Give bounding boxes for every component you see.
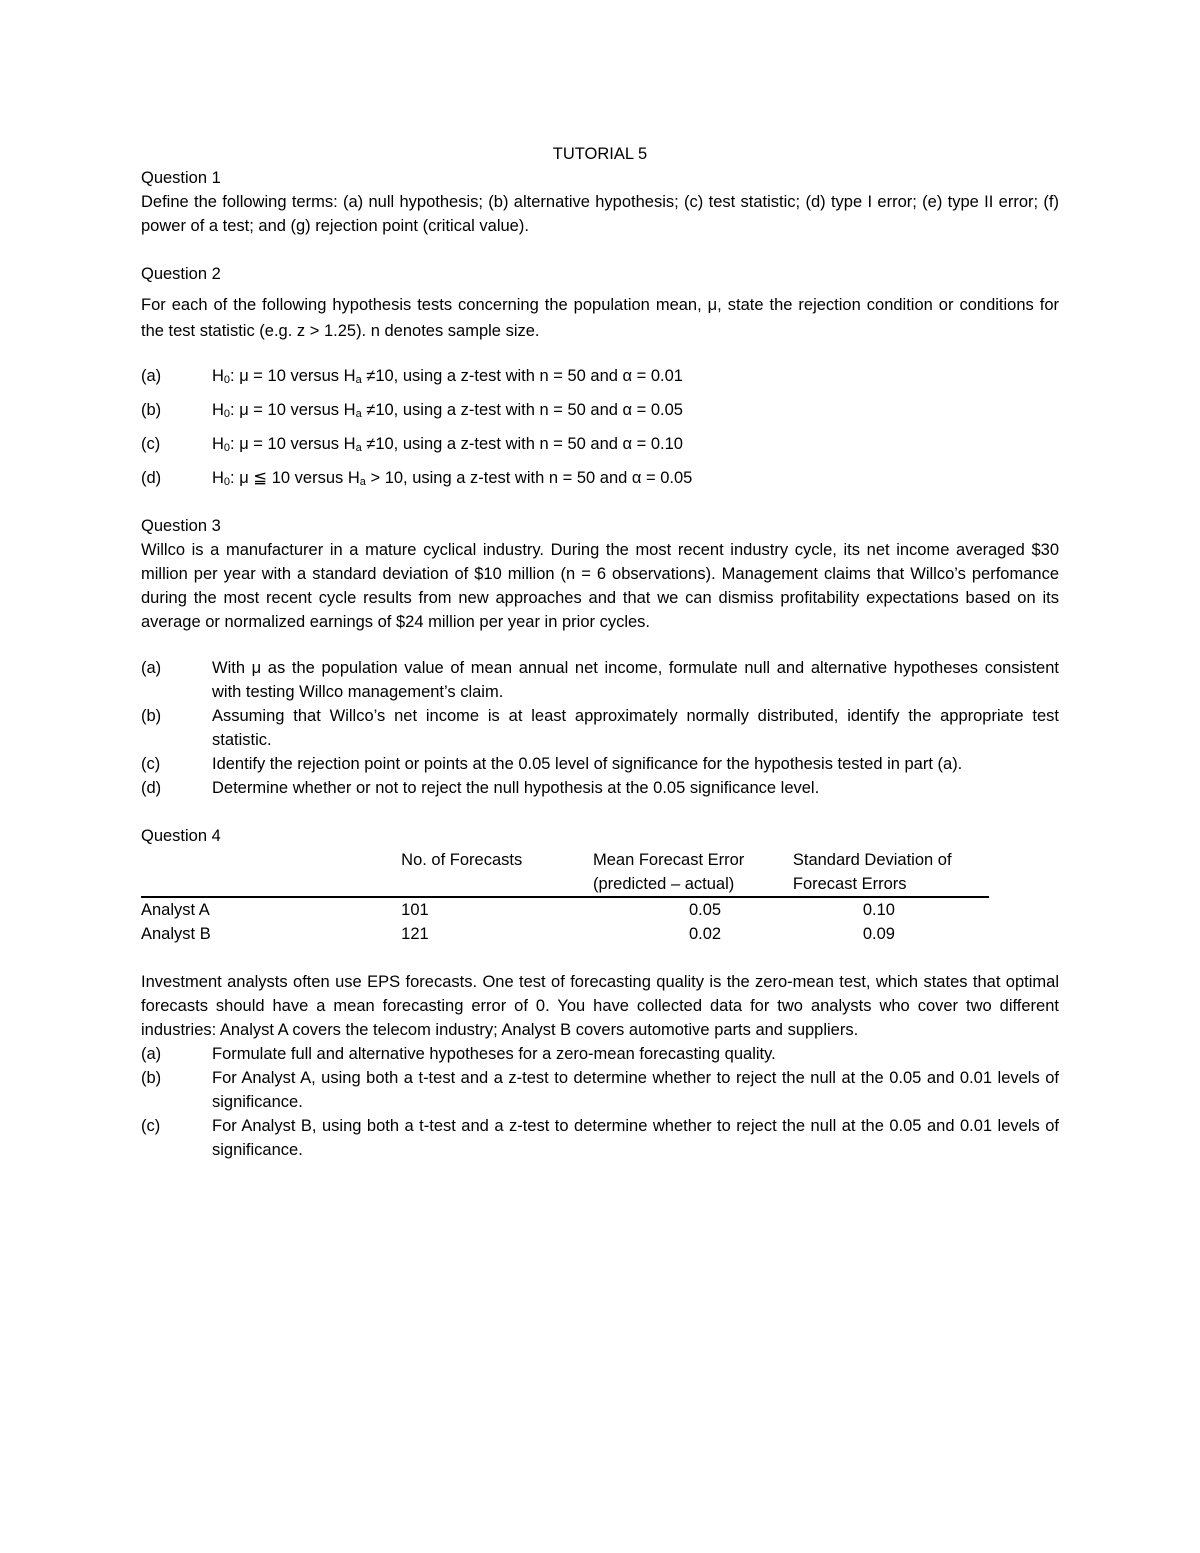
question-4-item — [141, 1042, 1059, 1066]
item-text: H0: μ = 10 versus Ha ≠10, using a z-test with n = 50 and α = 0.10 — [212, 435, 683, 454]
question-3-item — [141, 776, 1059, 800]
question-3-item — [141, 656, 1059, 704]
question-4-heading: Question 4 — [141, 827, 221, 845]
question-2-item — [141, 466, 1059, 490]
table-cell: 0.10 — [862, 901, 895, 919]
item-text: Determine whether or not to reject the null hypothesis at the 0.05 significance level. — [212, 779, 820, 797]
question-3-item — [141, 752, 1059, 776]
question-2-item — [141, 364, 1059, 388]
question-3-intro: Willco is a manufacturer in a mature cyclical industry. During the most recent industry cycle, its net income averaged $30 million per year with a standard deviation of $10 million (n = 6 observations). Management claims that Willco’s perfomance during the most recent cycle results from new approaches and that we can dismiss profitability expectations based on its average or normalized earnings of $24 million per year in prior cycles. — [141, 541, 1059, 631]
item-text: Identify the rejection point or points at the 0.05 level of significance for the hypothesis tested in part (a). — [212, 755, 963, 773]
item-label: (c) — [141, 755, 161, 773]
item-label: (a) — [141, 659, 162, 677]
question-4-intro: Investment analysts often use EPS forecasts. One test of forecasting quality is the zero-mean test, which states that optimal forecasts should have a mean forecasting error of 0. You have collected data for two analysts who cover two different industries: Analyst A covers the telecom industry; Analyst B covers automotive parts and suppliers. — [141, 973, 1059, 1039]
item-text: For Analyst B, using both a t-test and a z-test to determine whether to reject the null at the 0.05 and 0.01 levels of significance. — [212, 1117, 1059, 1159]
table-cell: Analyst B — [141, 925, 211, 943]
table-cell: 0.05 — [688, 901, 722, 919]
item-label: (a) — [141, 1045, 162, 1063]
table-cell: 0.02 — [688, 925, 722, 943]
table-cell: Analyst A — [141, 901, 210, 919]
question-3-item — [141, 704, 1059, 752]
question-2-intro: For each of the following hypothesis tests concerning the population mean, μ, state the rejection condition or conditions for the test statistic (e.g. z > 1.25). n denotes sample size. — [141, 296, 1059, 340]
question-4-item — [141, 1066, 1059, 1114]
item-text: Assuming that Willco’s net income is at least approximately normally distributed, identify the appropriate test statistic. — [212, 707, 1059, 749]
document-title: TUTORIAL 5 — [552, 145, 648, 163]
item-label: (d) — [141, 779, 162, 797]
item-text: For Analyst A, using both a t-test and a z-test to determine whether to reject the null at the 0.05 and 0.01 levels of significance. — [212, 1069, 1059, 1111]
table-row — [141, 897, 989, 922]
question-2-heading: Question 2 — [141, 265, 221, 283]
question-3-list — [141, 656, 1059, 800]
item-text: H0: μ = 10 versus Ha ≠10, using a z-test with n = 50 and α = 0.05 — [212, 401, 683, 420]
table-row — [141, 922, 989, 946]
question-2-item — [141, 398, 1059, 422]
document-page — [141, 140, 1059, 1162]
table-header-cell — [141, 848, 330, 897]
table-header-cell: Mean Forecast Error (predicted – actual) — [593, 848, 793, 897]
table-cell: 0.09 — [862, 925, 895, 943]
table-header-row — [141, 848, 989, 897]
question-2-list — [141, 364, 1059, 490]
table-header-cell: Standard Deviation of Forecast Errors — [793, 848, 989, 897]
table-header-cell: No. of Forecasts — [330, 848, 593, 897]
item-label: (b) — [141, 401, 162, 419]
question-1-text: Define the following terms: (a) null hypothesis; (b) alternative hypothesis; (c) test statistic; (d) type I error; (e) type II error; (f) power of a test; and (g) rejection point (critical value). — [141, 193, 1059, 235]
item-label: (c) — [141, 435, 161, 453]
item-text: Formulate full and alternative hypotheses for a zero-mean forecasting quality. — [212, 1045, 776, 1063]
question-4-item — [141, 1114, 1059, 1162]
item-label: (b) — [141, 1069, 162, 1087]
item-text: H0: μ ≦ 10 versus Ha > 10, using a z-test with n = 50 and α = 0.05 — [212, 469, 693, 488]
item-label: (d) — [141, 469, 162, 487]
table-cell: 101 — [401, 901, 429, 919]
forecast-table — [141, 848, 989, 946]
item-text: With μ as the population value of mean annual net income, formulate null and alternative hypotheses consistent with testing Willco management’s claim. — [212, 659, 1059, 701]
question-3-heading: Question 3 — [141, 517, 221, 535]
item-text: H0: μ = 10 versus Ha ≠10, using a z-test with n = 50 and α = 0.01 — [212, 367, 683, 386]
question-2-item — [141, 432, 1059, 456]
question-4-list — [141, 1042, 1059, 1162]
item-label: (b) — [141, 707, 162, 725]
question-1-heading: Question 1 — [141, 169, 221, 187]
item-label: (c) — [141, 1117, 161, 1135]
table-cell: 121 — [401, 925, 429, 943]
item-label: (a) — [141, 367, 162, 385]
